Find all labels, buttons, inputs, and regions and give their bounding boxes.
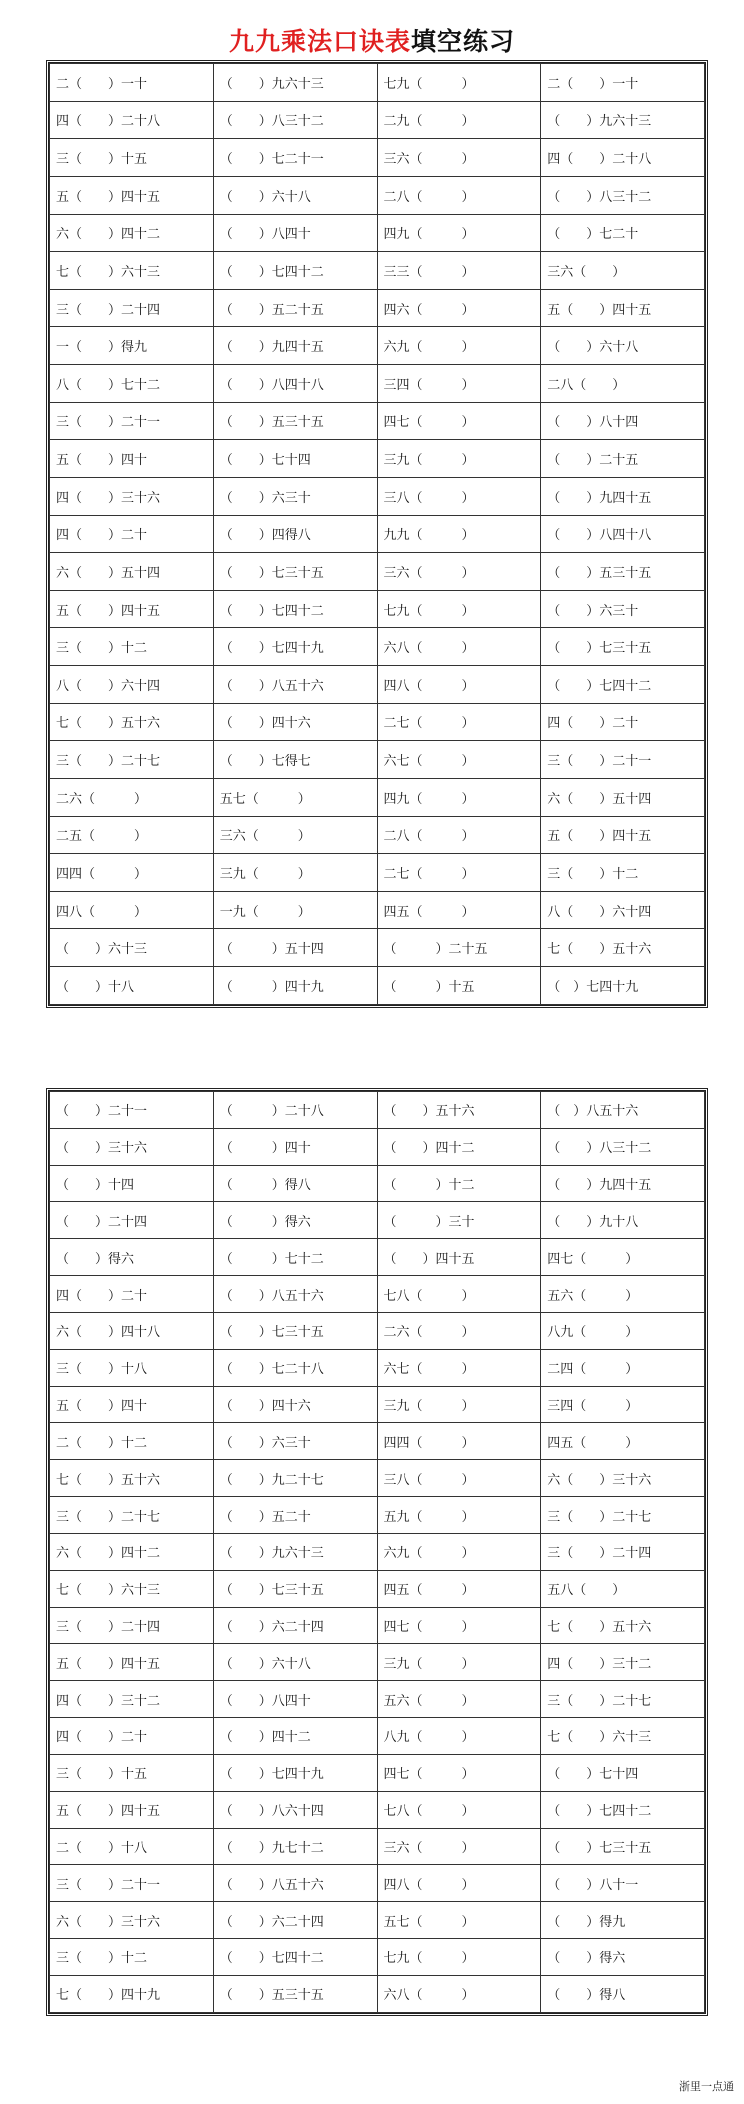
exercise-cell[interactable]: 二七（ ） xyxy=(377,854,541,892)
table-row xyxy=(50,967,705,1005)
exercise-cell[interactable]: 三八（ ） xyxy=(377,477,541,515)
table-row xyxy=(50,1460,705,1497)
exercise-cell[interactable]: 五七（ ） xyxy=(213,778,377,816)
table-row xyxy=(50,854,705,892)
exercise-cell[interactable]: （ ）八四十 xyxy=(213,1681,377,1718)
table-row xyxy=(50,252,705,290)
exercise-cell[interactable]: （ ）七三十五 xyxy=(213,1570,377,1607)
exercise-cell[interactable]: 五（ ）四十五 xyxy=(50,590,214,628)
exercise-cell[interactable]: （ ）七四十九 xyxy=(541,967,705,1005)
exercise-cell[interactable]: （ ）二十四 xyxy=(50,1202,214,1239)
exercise-cell[interactable]: （ ）九四十五 xyxy=(541,1165,705,1202)
exercise-cell[interactable]: （ ）五十四 xyxy=(213,929,377,967)
exercise-cell[interactable]: 五七（ ） xyxy=(377,1902,541,1939)
exercise-cell[interactable]: （ ）五三十五 xyxy=(541,553,705,591)
exercise-cell[interactable]: 三（ ）二十一 xyxy=(541,741,705,779)
exercise-cell[interactable]: （ ）三十 xyxy=(377,1202,541,1239)
exercise-grid-1 xyxy=(49,63,705,1005)
exercise-cell[interactable]: （ ）四十九 xyxy=(213,967,377,1005)
table-row xyxy=(50,477,705,515)
table-row xyxy=(50,1239,705,1276)
exercise-cell[interactable]: 五六（ ） xyxy=(541,1276,705,1313)
exercise-cell[interactable]: （ ）十五 xyxy=(377,967,541,1005)
table-row xyxy=(50,1312,705,1349)
exercise-cell[interactable]: 三（ ）二十一 xyxy=(50,402,214,440)
exercise-cell[interactable]: 四（ ）三十二 xyxy=(50,1681,214,1718)
exercise-cell[interactable]: 八九（ ） xyxy=(377,1718,541,1755)
exercise-cell[interactable]: （ ）八五十六 xyxy=(213,666,377,704)
exercise-cell[interactable]: 三（ ）十二 xyxy=(50,1939,214,1976)
exercise-cell[interactable]: （ ）七四十二 xyxy=(541,666,705,704)
exercise-cell[interactable]: 三六（ ） xyxy=(541,252,705,290)
exercise-cell[interactable]: 七（ ）四十九 xyxy=(50,1975,214,2012)
exercise-cell[interactable]: 六（ ）三十六 xyxy=(50,1902,214,1939)
exercise-cell[interactable]: 三三（ ） xyxy=(377,252,541,290)
table-row xyxy=(50,1644,705,1681)
table-row xyxy=(50,778,705,816)
exercise-cell[interactable]: 三八（ ） xyxy=(377,1460,541,1497)
exercise-cell[interactable]: （ ）八三十二 xyxy=(213,101,377,139)
exercise-cell[interactable]: 四（ ）二十 xyxy=(50,1718,214,1755)
exercise-cell[interactable]: （ ）二十五 xyxy=(541,440,705,478)
exercise-cell[interactable]: 五（ ）四十五 xyxy=(541,816,705,854)
exercise-cell[interactable]: 三（ ）十五 xyxy=(50,1754,214,1791)
table-row xyxy=(50,1865,705,1902)
exercise-cell[interactable]: （ ）七二十 xyxy=(541,214,705,252)
table-row xyxy=(50,590,705,628)
exercise-cell[interactable]: 三（ ）二十七 xyxy=(541,1497,705,1534)
exercise-cell[interactable]: 五六（ ） xyxy=(377,1681,541,1718)
exercise-cell[interactable]: 九九（ ） xyxy=(377,515,541,553)
table-row xyxy=(50,176,705,214)
exercise-cell[interactable]: 三（ ）十八 xyxy=(50,1349,214,1386)
exercise-cell[interactable]: 三（ ）十五 xyxy=(50,139,214,177)
exercise-cell[interactable]: 四六（ ） xyxy=(377,289,541,327)
exercise-cell[interactable]: 五（ ）四十五 xyxy=(50,176,214,214)
exercise-cell[interactable]: （ ）五二十五 xyxy=(213,289,377,327)
table-row xyxy=(50,1975,705,2012)
exercise-cell[interactable]: 三四（ ） xyxy=(377,365,541,403)
exercise-cell[interactable]: 七八（ ） xyxy=(377,1276,541,1313)
exercise-cell[interactable]: （ ）二十八 xyxy=(213,1092,377,1129)
exercise-cell[interactable]: 四（ ）二十 xyxy=(50,1276,214,1313)
exercise-cell[interactable]: （ ）得六 xyxy=(541,1939,705,1976)
table-row xyxy=(50,816,705,854)
title-main: 九九乘法口诀表 xyxy=(228,27,411,56)
exercise-cell[interactable]: 三四（ ） xyxy=(541,1386,705,1423)
exercise-cell[interactable]: （ ）得九 xyxy=(541,1902,705,1939)
exercise-cell[interactable]: 七（ ）六十三 xyxy=(50,1570,214,1607)
table-row xyxy=(50,1681,705,1718)
exercise-cell[interactable]: 二九（ ） xyxy=(377,101,541,139)
exercise-cell[interactable]: 六（ ）三十六 xyxy=(541,1460,705,1497)
exercise-cell[interactable]: 五（ ）四十五 xyxy=(50,1791,214,1828)
table-row xyxy=(50,553,705,591)
table-row xyxy=(50,1128,705,1165)
exercise-cell[interactable]: （ ）七三十五 xyxy=(213,553,377,591)
table-row xyxy=(50,365,705,403)
table-row xyxy=(50,891,705,929)
exercise-cell[interactable]: 二六（ ） xyxy=(377,1312,541,1349)
exercise-cell[interactable]: 二八（ ） xyxy=(377,816,541,854)
exercise-cell[interactable]: 四五（ ） xyxy=(377,891,541,929)
exercise-cell[interactable]: 三（ ）二十七 xyxy=(541,1681,705,1718)
exercise-cell[interactable]: 二五（ ） xyxy=(50,816,214,854)
exercise-cell[interactable]: 四八（ ） xyxy=(377,666,541,704)
exercise-cell[interactable]: 二八（ ） xyxy=(541,365,705,403)
exercise-cell[interactable]: 六（ ）四十二 xyxy=(50,1533,214,1570)
exercise-cell[interactable]: 六（ ）五十四 xyxy=(541,778,705,816)
exercise-cell[interactable]: 八九（ ） xyxy=(541,1312,705,1349)
page-title xyxy=(0,22,744,58)
table-row xyxy=(50,402,705,440)
exercise-cell[interactable]: （ ）四十六 xyxy=(213,703,377,741)
exercise-cell[interactable]: （ ）十八 xyxy=(50,967,214,1005)
exercise-cell[interactable]: 四五（ ） xyxy=(377,1570,541,1607)
exercise-cell[interactable]: 三九（ ） xyxy=(377,1386,541,1423)
exercise-cell[interactable]: 五（ ）四十 xyxy=(50,440,214,478)
footer-brand: 浙里一点通 xyxy=(679,2080,734,2093)
exercise-cell[interactable]: （ ）八四十八 xyxy=(541,515,705,553)
exercise-cell[interactable]: （ ）九四十五 xyxy=(541,477,705,515)
exercise-cell[interactable]: （ ）五三十五 xyxy=(213,402,377,440)
exercise-cell[interactable]: 三九（ ） xyxy=(377,1644,541,1681)
exercise-cell[interactable]: 四九（ ） xyxy=(377,778,541,816)
exercise-cell[interactable]: 四五（ ） xyxy=(541,1423,705,1460)
table-row xyxy=(50,1607,705,1644)
table-row xyxy=(50,1349,705,1386)
exercise-cell[interactable]: （ ）八十一 xyxy=(541,1865,705,1902)
exercise-cell[interactable]: 四八（ ） xyxy=(50,891,214,929)
exercise-grid-2 xyxy=(49,1091,705,2013)
exercise-cell[interactable]: 三（ ）二十七 xyxy=(50,741,214,779)
table-row xyxy=(50,139,705,177)
exercise-cell[interactable]: 二（ ）十八 xyxy=(50,1828,214,1865)
exercise-cell[interactable]: 三六（ ） xyxy=(377,1828,541,1865)
exercise-cell[interactable]: 三（ ）十二 xyxy=(50,628,214,666)
exercise-cell[interactable]: （ ）九六十三 xyxy=(541,101,705,139)
table-row xyxy=(50,1828,705,1865)
exercise-cell[interactable]: 三九（ ） xyxy=(377,440,541,478)
exercise-cell[interactable]: （ ）七四十二 xyxy=(541,1791,705,1828)
exercise-cell[interactable]: （ ）得八 xyxy=(541,1975,705,2012)
exercise-cell[interactable]: 七（ ）五十六 xyxy=(541,929,705,967)
table-row xyxy=(50,666,705,704)
exercise-cell[interactable]: 七九（ ） xyxy=(377,64,541,102)
table-row xyxy=(50,1791,705,1828)
exercise-cell[interactable]: （ ）五三十五 xyxy=(213,1975,377,2012)
exercise-cell[interactable]: 四七（ ） xyxy=(377,402,541,440)
exercise-cell[interactable]: 六（ ）五十四 xyxy=(50,553,214,591)
exercise-cell[interactable]: 五（ ）四十五 xyxy=(541,289,705,327)
exercise-cell[interactable]: 八（ ）六十四 xyxy=(50,666,214,704)
exercise-cell[interactable]: （ ）七十四 xyxy=(541,1754,705,1791)
exercise-cell[interactable]: （ ）七十四 xyxy=(213,440,377,478)
exercise-cell[interactable]: 四七（ ） xyxy=(541,1239,705,1276)
exercise-cell[interactable]: （ ）七二十一 xyxy=(213,139,377,177)
exercise-cell[interactable]: 二（ ）一十 xyxy=(50,64,214,102)
exercise-cell[interactable]: （ ）九二十七 xyxy=(213,1460,377,1497)
table-row xyxy=(50,1202,705,1239)
exercise-cell[interactable]: （ ）九四十五 xyxy=(213,327,377,365)
exercise-cell[interactable]: 五（ ）四十 xyxy=(50,1386,214,1423)
title-suffix: 填空练习 xyxy=(411,27,516,56)
exercise-cell[interactable]: （ ）四得八 xyxy=(213,515,377,553)
exercise-cell[interactable]: （ ）八五十六 xyxy=(541,1092,705,1129)
exercise-cell[interactable]: （ ）九十八 xyxy=(541,1202,705,1239)
exercise-cell[interactable]: 三（ ）十二 xyxy=(541,854,705,892)
table-row xyxy=(50,515,705,553)
exercise-cell[interactable]: 四四（ ） xyxy=(377,1423,541,1460)
exercise-cell[interactable]: （ ）得六 xyxy=(213,1202,377,1239)
exercise-cell[interactable]: （ ）六三十 xyxy=(541,590,705,628)
exercise-cell[interactable]: 四九（ ） xyxy=(377,214,541,252)
exercise-cell[interactable]: （ ）五十六 xyxy=(377,1092,541,1129)
exercise-cell[interactable]: （ ）八五十六 xyxy=(213,1276,377,1313)
table-row xyxy=(50,1092,705,1129)
exercise-cell[interactable]: 四七（ ） xyxy=(377,1754,541,1791)
exercise-cell[interactable]: 三（ ）二十一 xyxy=(50,1865,214,1902)
exercise-cell[interactable]: （ ）三十六 xyxy=(50,1128,214,1165)
table-row xyxy=(50,1386,705,1423)
exercise-cell[interactable]: 四（ ）二十 xyxy=(541,703,705,741)
exercise-cell[interactable]: （ ）十二 xyxy=(377,1165,541,1202)
table-row xyxy=(50,628,705,666)
exercise-cell[interactable]: 七（ ）六十三 xyxy=(50,252,214,290)
exercise-cell[interactable]: 五（ ）四十五 xyxy=(50,1644,214,1681)
exercise-cell[interactable]: 四（ ）二十 xyxy=(50,515,214,553)
exercise-cell[interactable]: 二（ ）十二 xyxy=(50,1423,214,1460)
exercise-cell[interactable]: 三六（ ） xyxy=(377,139,541,177)
exercise-cell[interactable]: （ ）六十八 xyxy=(213,176,377,214)
table-row xyxy=(50,1902,705,1939)
table-row xyxy=(50,1165,705,1202)
exercise-cell[interactable]: （ ）七四十二 xyxy=(213,1939,377,1976)
exercise-cell[interactable]: 三（ ）二十四 xyxy=(50,289,214,327)
exercise-cell[interactable]: 二六（ ） xyxy=(50,778,214,816)
exercise-cell[interactable]: 三六（ ） xyxy=(377,553,541,591)
exercise-cell[interactable]: 六九（ ） xyxy=(377,327,541,365)
exercise-cell[interactable]: （ ）七十二 xyxy=(213,1239,377,1276)
exercise-cell[interactable]: 四（ ）二十八 xyxy=(541,139,705,177)
exercise-cell[interactable]: （ ）八四十 xyxy=(213,214,377,252)
exercise-cell[interactable]: 六（ ）四十二 xyxy=(50,214,214,252)
exercise-cell[interactable]: （ ）八三十二 xyxy=(541,176,705,214)
exercise-cell[interactable]: 七九（ ） xyxy=(377,590,541,628)
exercise-cell[interactable]: 七（ ）六十三 xyxy=(541,1718,705,1755)
exercise-cell[interactable]: （ ）七四十二 xyxy=(213,252,377,290)
exercise-cell[interactable]: （ ）四十六 xyxy=(213,1386,377,1423)
exercise-cell[interactable]: 六八（ ） xyxy=(377,628,541,666)
exercise-cell[interactable]: （ ）六三十 xyxy=(213,477,377,515)
table-row xyxy=(50,440,705,478)
exercise-cell[interactable]: 六七（ ） xyxy=(377,741,541,779)
exercise-cell[interactable]: 三六（ ） xyxy=(213,816,377,854)
table-row xyxy=(50,1718,705,1755)
exercise-cell[interactable]: 一（ ）得九 xyxy=(50,327,214,365)
exercise-cell[interactable]: （ ）四十五 xyxy=(377,1239,541,1276)
exercise-cell[interactable]: （ ）二十一 xyxy=(50,1092,214,1129)
exercise-cell[interactable]: （ ）四十二 xyxy=(377,1128,541,1165)
exercise-cell[interactable]: 二四（ ） xyxy=(541,1349,705,1386)
table-row xyxy=(50,289,705,327)
exercise-cell[interactable]: 五八（ ） xyxy=(541,1570,705,1607)
exercise-cell[interactable]: 二（ ）一十 xyxy=(541,64,705,102)
exercise-cell[interactable]: 四（ ）三十二 xyxy=(541,1644,705,1681)
exercise-cell[interactable]: （ ）六三十 xyxy=(213,1423,377,1460)
exercise-cell[interactable]: 八（ ）七十二 xyxy=(50,365,214,403)
table-row xyxy=(50,101,705,139)
exercise-cell[interactable]: 七（ ）五十六 xyxy=(541,1607,705,1644)
exercise-cell[interactable]: （ ）六十八 xyxy=(213,1644,377,1681)
exercise-cell[interactable]: （ ）八四十八 xyxy=(213,365,377,403)
table-row xyxy=(50,1533,705,1570)
exercise-cell[interactable]: 三（ ）二十四 xyxy=(541,1533,705,1570)
exercise-cell[interactable]: 四八（ ） xyxy=(377,1865,541,1902)
exercise-cell[interactable]: （ ）六十八 xyxy=(541,327,705,365)
exercise-cell[interactable]: 三九（ ） xyxy=(213,854,377,892)
exercise-table-2 xyxy=(46,1088,708,2016)
exercise-cell[interactable]: 四（ ）三十六 xyxy=(50,477,214,515)
exercise-cell[interactable]: （ ）七三十五 xyxy=(213,1312,377,1349)
exercise-cell[interactable]: 二七（ ） xyxy=(377,703,541,741)
exercise-cell[interactable]: （ ）六二十四 xyxy=(213,1607,377,1644)
exercise-cell[interactable]: （ ）四十二 xyxy=(213,1718,377,1755)
exercise-cell[interactable]: （ ）七得七 xyxy=(213,741,377,779)
table-row xyxy=(50,703,705,741)
exercise-cell[interactable]: （ ）七四十九 xyxy=(213,628,377,666)
exercise-cell[interactable]: （ ）十四 xyxy=(50,1165,214,1202)
exercise-table-1 xyxy=(46,60,708,1008)
exercise-cell[interactable]: （ ）七四十二 xyxy=(213,590,377,628)
exercise-cell[interactable]: 七（ ）五十六 xyxy=(50,1460,214,1497)
exercise-cell[interactable]: （ ）八三十二 xyxy=(541,1128,705,1165)
exercise-cell[interactable]: 八（ ）六十四 xyxy=(541,891,705,929)
exercise-cell[interactable]: （ ）七二十八 xyxy=(213,1349,377,1386)
exercise-cell[interactable]: （ ）七三十五 xyxy=(541,1828,705,1865)
exercise-cell[interactable]: （ ）四十 xyxy=(213,1128,377,1165)
table-row xyxy=(50,741,705,779)
exercise-cell[interactable]: 三（ ）二十七 xyxy=(50,1497,214,1534)
exercise-cell[interactable]: 四四（ ） xyxy=(50,854,214,892)
table-row xyxy=(50,1570,705,1607)
exercise-cell[interactable]: 四七（ ） xyxy=(377,1607,541,1644)
exercise-cell[interactable]: （ ）九六十三 xyxy=(213,1533,377,1570)
exercise-cell[interactable]: 四（ ）二十八 xyxy=(50,101,214,139)
table-row xyxy=(50,1497,705,1534)
table-row xyxy=(50,64,705,102)
table-row xyxy=(50,1276,705,1313)
table-row xyxy=(50,1939,705,1976)
exercise-cell[interactable]: （ ）八十四 xyxy=(541,402,705,440)
exercise-cell[interactable]: （ ）八五十六 xyxy=(213,1865,377,1902)
exercise-cell[interactable]: 七（ ）五十六 xyxy=(50,703,214,741)
exercise-cell[interactable]: （ ）六二十四 xyxy=(213,1902,377,1939)
exercise-cell[interactable]: （ ）八六十四 xyxy=(213,1791,377,1828)
exercise-cell[interactable]: 五九（ ） xyxy=(377,1497,541,1534)
exercise-cell[interactable]: 二八（ ） xyxy=(377,176,541,214)
exercise-cell[interactable]: 一九（ ） xyxy=(213,891,377,929)
exercise-cell[interactable]: （ ）九六十三 xyxy=(213,64,377,102)
exercise-cell[interactable]: （ ）二十五 xyxy=(377,929,541,967)
exercise-cell[interactable]: 三（ ）二十四 xyxy=(50,1607,214,1644)
exercise-cell[interactable]: （ ）六十三 xyxy=(50,929,214,967)
exercise-cell[interactable]: 六八（ ） xyxy=(377,1975,541,2012)
table-row xyxy=(50,327,705,365)
exercise-cell[interactable]: 七九（ ） xyxy=(377,1939,541,1976)
exercise-cell[interactable]: 七八（ ） xyxy=(377,1791,541,1828)
exercise-cell[interactable]: （ ）得八 xyxy=(213,1165,377,1202)
exercise-cell[interactable]: （ ）七三十五 xyxy=(541,628,705,666)
exercise-cell[interactable]: 六（ ）四十八 xyxy=(50,1312,214,1349)
exercise-cell[interactable]: （ ）得六 xyxy=(50,1239,214,1276)
exercise-cell[interactable]: （ ）七四十九 xyxy=(213,1754,377,1791)
exercise-cell[interactable]: 六九（ ） xyxy=(377,1533,541,1570)
exercise-cell[interactable]: （ ）九七十二 xyxy=(213,1828,377,1865)
table-row xyxy=(50,929,705,967)
table-row xyxy=(50,1423,705,1460)
table-row xyxy=(50,214,705,252)
exercise-cell[interactable]: 六七（ ） xyxy=(377,1349,541,1386)
exercise-cell[interactable]: （ ）五二十 xyxy=(213,1497,377,1534)
table-row xyxy=(50,1754,705,1791)
